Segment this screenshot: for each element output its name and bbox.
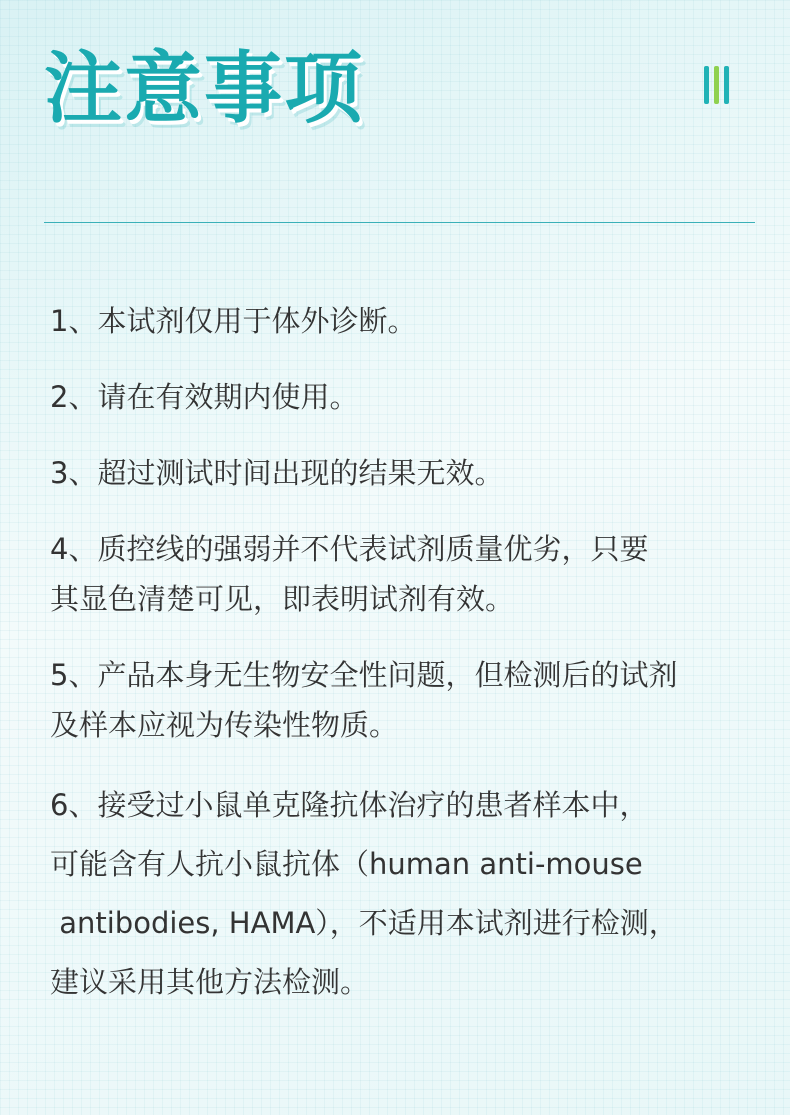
three-vertical-bars-icon <box>704 66 732 104</box>
note-item-6 <box>50 776 750 1012</box>
note-item-5 <box>50 650 750 750</box>
note-line: 其显色清楚可见，即表明试剂有效。 <box>50 582 515 616</box>
note-line: 5、产品本身无生物安全性问题，但检测后的试剂 <box>50 658 678 692</box>
note-item-4 <box>50 524 750 624</box>
note-item-1 <box>50 296 750 346</box>
note-line: 2、请在有效期内使用。 <box>50 380 359 414</box>
note-line: 建议采用其他方法检测。 <box>50 965 370 999</box>
note-item-3 <box>50 448 750 498</box>
note-line: 及样本应视为传染性物质。 <box>50 708 399 742</box>
note-line: 可能含有人抗小鼠抗体（human anti-mouse <box>50 847 643 881</box>
bar-icon-right <box>724 66 729 104</box>
title-divider <box>44 222 755 223</box>
bar-icon-left <box>704 66 709 104</box>
note-line: 4、质控线的强弱并不代表试剂质量优劣，只要 <box>50 532 649 566</box>
note-line: 1、本试剂仅用于体外诊断。 <box>50 304 417 338</box>
note-line: 6、接受过小鼠单克隆抗体治疗的患者样本中， <box>50 788 649 822</box>
page-title: 注意事项 <box>44 44 365 134</box>
note-line: antibodies, HAMA），不适用本试剂进行检测， <box>50 906 678 940</box>
notes-list <box>50 296 750 1038</box>
note-item-2 <box>50 372 750 422</box>
bar-icon-middle <box>714 66 719 104</box>
note-line: 3、超过测试时间出现的结果无效。 <box>50 456 504 490</box>
